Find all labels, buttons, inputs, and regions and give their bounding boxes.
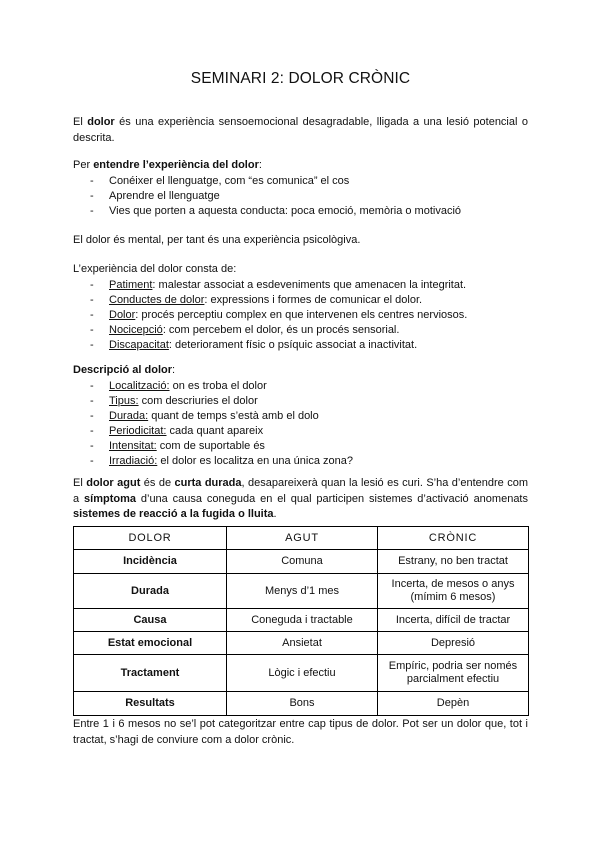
intro-bold-dolor: dolor — [87, 116, 115, 128]
list-term: Intensitat: — [109, 439, 157, 452]
list-term: Localització: — [109, 379, 170, 392]
understand-list — [73, 174, 528, 219]
table-row-label: Estat emocional — [74, 632, 227, 655]
mental-paragraph: El dolor és mental, per tant és una experiència psicològiva. — [73, 234, 361, 246]
intro-paragraph — [73, 115, 528, 146]
list-item — [73, 293, 528, 308]
description-heading-post: : — [172, 364, 176, 376]
table-cell: Incerta, de mesos o anys (mímim 6 mesos) — [378, 574, 529, 609]
list-term: Conductes de dolor — [109, 293, 205, 306]
list-item — [73, 439, 528, 454]
table-cell: Incerta, difícil de tractar — [378, 609, 529, 632]
description-list — [73, 379, 528, 469]
list-desc: : malestar associat a esdeveniments que amenacen la integritat. — [152, 278, 467, 291]
list-desc: on es troba el dolor — [169, 379, 267, 392]
list-item — [73, 338, 528, 353]
table-row — [74, 655, 529, 692]
table-row-label: Resultats — [74, 692, 227, 716]
list-item — [73, 424, 528, 439]
list-desc: : com percebem el dolor, és un procés sensorial. — [162, 323, 400, 336]
table-header-cell: CRÒNIC — [378, 527, 529, 550]
list-item: - Vies que porten a aquesta conducta: poca emoció, memòria o motivació — [73, 204, 528, 219]
list-desc: com descriuries el dolor — [138, 394, 258, 407]
list-term: Periodicitat: — [109, 424, 167, 437]
table-cell: Comuna — [227, 550, 378, 574]
table-header-row — [74, 527, 529, 550]
list-desc: com de suportable és — [156, 439, 265, 452]
intro-text-post: és una experiència sensoemocional desagradable, lligada a una lesió potencial o descrita. — [73, 116, 528, 144]
list-term: Irradiació: — [109, 454, 158, 467]
acute-bold: sistemes de reacció a la fugida o lluita — [73, 508, 274, 520]
list-desc: : deteriorament físic o psíquic associat a inactivitat. — [168, 338, 418, 351]
understand-heading — [73, 158, 528, 174]
list-term: Nocicepció — [109, 323, 163, 336]
consists-heading: L’experiència del dolor consta de: — [73, 263, 237, 275]
list-item: - Aprendre el llenguatge — [73, 189, 528, 204]
table-row — [74, 632, 529, 655]
list-term: Dolor — [109, 308, 136, 321]
pain-comparison-table — [73, 526, 529, 716]
table-row — [74, 609, 529, 632]
table-cell: Depèn — [378, 692, 529, 716]
table-row-label: Durada — [74, 574, 227, 609]
table-cell: Empíric, podria ser només parcialment efectiu — [378, 655, 529, 692]
consists-section — [73, 262, 528, 353]
description-heading — [73, 363, 528, 379]
acute-text: és de — [140, 477, 175, 489]
understand-section — [73, 158, 528, 219]
intro-text-pre: El — [73, 116, 88, 128]
table-header-cell: AGUT — [227, 527, 378, 550]
list-term: Durada: — [109, 409, 149, 422]
table-row — [74, 692, 529, 716]
list-item — [73, 409, 528, 424]
table-cell: Lògic i efectiu — [227, 655, 378, 692]
table-row-label: Tractament — [74, 655, 227, 692]
acute-bold: curta durada — [174, 477, 242, 489]
table-cell: Menys d’1 mes — [227, 574, 378, 609]
list-term: Tipus: — [109, 394, 139, 407]
table-row — [74, 574, 529, 609]
list-term: Discapacitat — [109, 338, 169, 351]
list-term: Patiment — [109, 278, 153, 291]
understand-post: : — [258, 159, 262, 171]
list-item — [73, 323, 528, 338]
list-item: - Conéixer el llenguatge, com “es comunica” el cos — [73, 174, 528, 189]
description-heading-bold: Descripció al dolor — [73, 364, 173, 376]
acute-bold: símptoma — [84, 492, 136, 505]
list-desc: : expressions i formes de comunicar el dolor. — [204, 293, 423, 306]
list-item — [73, 379, 528, 394]
page-title: SEMINARI 2: DOLOR CRÒNIC — [190, 70, 411, 87]
acute-text: . — [273, 508, 277, 520]
acute-paragraph — [73, 476, 528, 523]
table-row-label: Causa — [74, 609, 227, 632]
list-item — [73, 278, 528, 293]
list-desc: cada quant apareix — [166, 424, 264, 437]
table-row-label: Incidència — [74, 550, 227, 574]
list-desc: : procés perceptiu complex en que intervenen els centres nerviosos. — [135, 308, 468, 321]
table-cell: Estrany, no ben tractat — [378, 550, 529, 574]
table-cell: Depresió — [378, 632, 529, 655]
acute-text: , desapareixerà quan la lesió es curi. S’ha d’entendre com a — [73, 477, 528, 505]
table-cell: Coneguda i tractable — [227, 609, 378, 632]
table-cell: Ansietat — [227, 632, 378, 655]
acute-text: d’una causa coneguda en el qual participen sistemes d’activació anomenats — [135, 492, 528, 505]
consists-list — [73, 278, 528, 353]
understand-pre: Per — [73, 159, 94, 171]
understand-bold: entendre l’experiència del dolor — [93, 159, 259, 171]
list-item — [73, 308, 528, 323]
footer-paragraph: Entre 1 i 6 mesos no se’l pot categoritzar entre cap tipus de dolor. Pot ser un dolor que, tot i tractat, s’hagi de conviure com a dolor crònic. — [73, 718, 528, 746]
list-item — [73, 394, 528, 409]
list-desc: el dolor es localitza en una única zona? — [157, 454, 353, 467]
description-section — [73, 363, 528, 469]
table-row — [74, 550, 529, 574]
list-item — [73, 454, 528, 469]
list-desc: quant de temps s’està amb el dolo — [148, 409, 319, 422]
table-cell: Bons — [227, 692, 378, 716]
acute-text: El — [73, 477, 87, 489]
acute-bold: dolor agut — [86, 477, 141, 489]
table-header-cell: DOLOR — [74, 527, 227, 550]
